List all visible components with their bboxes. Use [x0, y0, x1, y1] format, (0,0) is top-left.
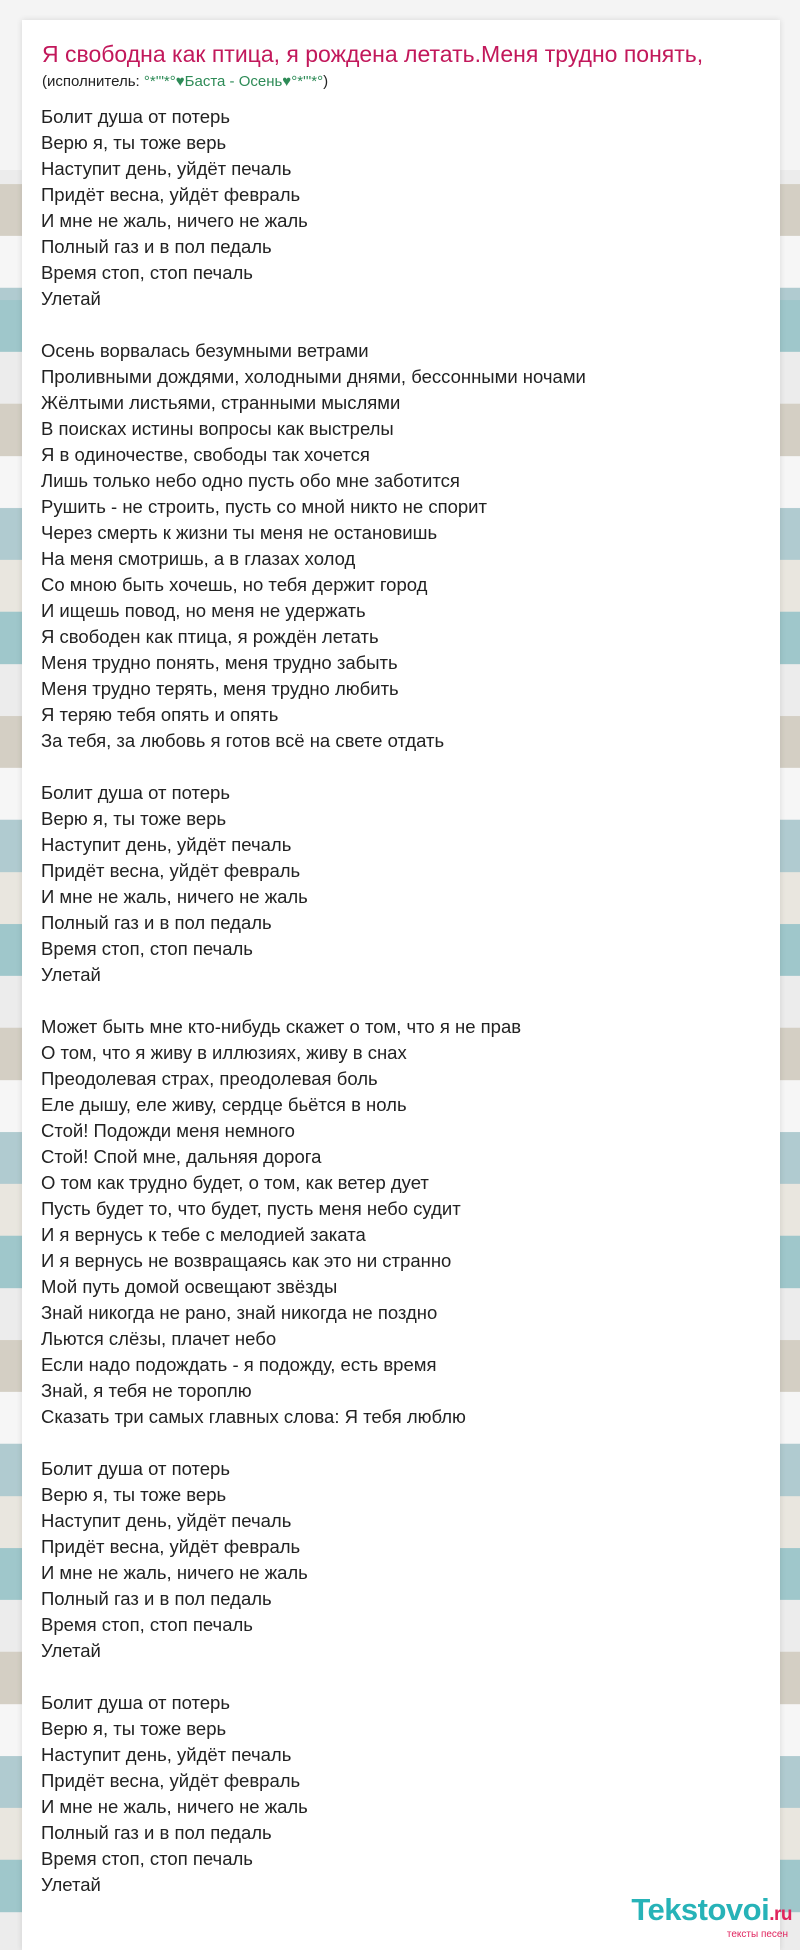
artist-suffix: )	[323, 73, 329, 90]
lyric-line: Я свободен как птица, я рождён летать	[41, 626, 379, 647]
lyric-line: Знай, я тебя не тороплю	[41, 1380, 252, 1401]
lyric-line: Время стоп, стоп печаль	[41, 262, 253, 283]
lyric-line: Если надо подождать - я подожду, есть время	[41, 1354, 437, 1375]
lyric-line: Верю я, ты тоже верь	[41, 808, 227, 829]
lyric-line: В поисках истины вопросы как выстрелы	[41, 418, 394, 439]
artist-link[interactable]: °*'"*°♥Баста - Осень♥°*'"*°	[143, 73, 324, 90]
lyric-line: Пусть будет то, что будет, пусть меня небо судит	[41, 1198, 461, 1219]
lyric-line: Придёт весна, уйдёт февраль	[41, 184, 301, 205]
lyric-line: Верю я, ты тоже верь	[41, 132, 227, 153]
lyric-line: За тебя, за любовь я готов всё на свете отдать	[41, 730, 445, 751]
lyric-line: Улетай	[41, 964, 101, 985]
logo-tld: .ru	[769, 1904, 792, 1925]
lyric-line: Полный газ и в пол педаль	[41, 236, 272, 257]
lyric-line: Улетай	[41, 1640, 101, 1661]
logo-name: Tekstovoi	[631, 1892, 770, 1927]
lyric-line: Через смерть к жизни ты меня не остановишь	[41, 522, 438, 543]
lyric-line: Я в одиночестве, свободы так хочется	[41, 444, 370, 465]
logo-tagline: тексты песен	[726, 1929, 788, 1940]
lyric-line: Верю я, ты тоже верь	[41, 1718, 227, 1739]
lyric-line: Меня трудно терять, меня трудно любить	[41, 678, 399, 699]
lyric-line: Полный газ и в пол педаль	[41, 1822, 272, 1843]
lyrics-body	[41, 104, 761, 1924]
lyric-line: И я вернусь к тебе с мелодией заката	[41, 1224, 366, 1245]
lyric-line: И я вернусь не возвращаясь как это ни странно	[41, 1250, 452, 1271]
lyric-line: Осень ворвалась безумными ветрами	[41, 340, 369, 361]
logo-wordmark	[631, 1894, 792, 1931]
stanza	[41, 1690, 761, 1898]
lyric-line: Рушить - не строить, пусть со мной никто не спорит	[41, 496, 487, 517]
lyric-line: На меня смотришь, а в глазах холод	[41, 548, 356, 569]
lyric-line: Стой! Подожди меня немного	[41, 1120, 295, 1141]
stanza	[41, 104, 761, 312]
lyric-line: Наступит день, уйдёт печаль	[41, 1744, 292, 1765]
lyric-line: Придёт весна, уйдёт февраль	[41, 1770, 301, 1791]
stanza	[41, 338, 761, 754]
lyric-line: Может быть мне кто-нибудь скажет о том, что я не прав	[41, 1016, 522, 1037]
lyric-line: И ищешь повод, но меня не удержать	[41, 600, 366, 621]
lyric-line: О том, что я живу в иллюзиях, живу в снах	[41, 1042, 407, 1063]
lyric-line: И мне не жаль, ничего не жаль	[41, 886, 308, 907]
artist-prefix: (исполнитель:	[42, 73, 144, 90]
lyric-line: Лишь только небо одно пусть обо мне заботится	[41, 470, 460, 491]
lyric-line: Болит душа от потерь	[41, 782, 230, 803]
lyric-line: Придёт весна, уйдёт февраль	[41, 1536, 301, 1557]
lyric-line: Проливными дождями, холодными днями, бессонными ночами	[41, 366, 586, 387]
lyric-line: Со мною быть хочешь, но тебя держит город	[41, 574, 428, 595]
stanza	[41, 1456, 761, 1664]
lyric-line: Время стоп, стоп печаль	[41, 938, 253, 959]
lyric-line: Улетай	[41, 1874, 101, 1895]
lyric-line: Полный газ и в пол педаль	[41, 912, 272, 933]
lyric-line: Еле дышу, еле живу, сердце бьётся в ноль	[41, 1094, 407, 1115]
stanza	[41, 780, 761, 988]
lyric-line: Наступит день, уйдёт печаль	[41, 158, 292, 179]
lyric-line: Льются слёзы, плачет небо	[41, 1328, 277, 1349]
lyric-line: И мне не жаль, ничего не жаль	[41, 1562, 308, 1583]
lyric-line: Полный газ и в пол педаль	[41, 1588, 272, 1609]
lyric-line: Меня трудно понять, меня трудно забыть	[41, 652, 398, 673]
lyric-line: Наступит день, уйдёт печаль	[41, 1510, 292, 1531]
lyric-line: Улетай	[41, 288, 101, 309]
lyric-line: Верю я, ты тоже верь	[41, 1484, 227, 1505]
stanza	[41, 1014, 761, 1430]
lyric-line: Я теряю тебя опять и опять	[41, 704, 279, 725]
lyric-line: Время стоп, стоп печаль	[41, 1848, 253, 1869]
song-title: Я свободна как птица, я рождена летать.Меня трудно понять,	[42, 41, 704, 67]
lyric-line: И мне не жаль, ничего не жаль	[41, 210, 308, 231]
lyric-line: Болит душа от потерь	[41, 1692, 230, 1713]
lyric-line: Преодолевая страх, преодолевая боль	[41, 1068, 378, 1089]
lyric-line: И мне не жаль, ничего не жаль	[41, 1796, 308, 1817]
lyric-line: Стой! Спой мне, дальняя дорога	[41, 1146, 322, 1167]
lyric-line: О том как трудно будет, о том, как ветер дует	[41, 1172, 429, 1193]
lyric-line: Жёлтыми листьями, странными мыслями	[41, 392, 401, 413]
artist-line	[42, 72, 328, 92]
lyrics-sheet	[22, 20, 780, 1950]
lyric-line: Болит душа от потерь	[41, 1458, 230, 1479]
lyric-line: Болит душа от потерь	[41, 106, 230, 127]
lyric-line: Придёт весна, уйдёт февраль	[41, 860, 301, 881]
lyric-line: Сказать три самых главных слова: Я тебя люблю	[41, 1406, 466, 1427]
lyric-line: Наступит день, уйдёт печаль	[41, 834, 292, 855]
site-logo[interactable]	[631, 1894, 792, 1940]
lyric-line: Знай никогда не рано, знай никогда не поздно	[41, 1302, 438, 1323]
lyric-line: Время стоп, стоп печаль	[41, 1614, 253, 1635]
lyric-line: Мой путь домой освещают звёзды	[41, 1276, 338, 1297]
